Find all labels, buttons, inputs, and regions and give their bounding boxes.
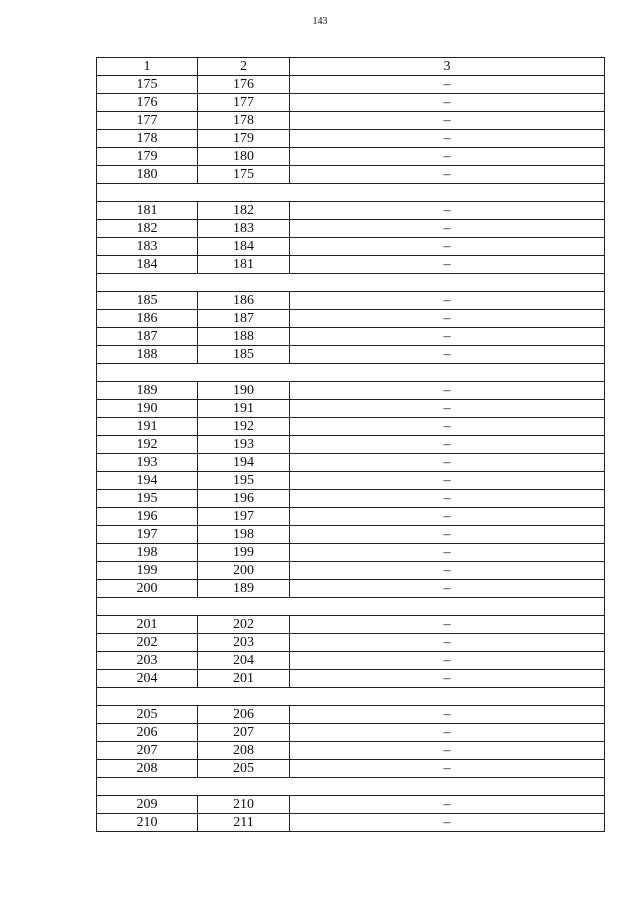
table-cell-col-3: – bbox=[290, 310, 605, 328]
table-row bbox=[97, 634, 605, 652]
table-cell-col-2: 200 bbox=[198, 562, 290, 580]
spacer-cell bbox=[97, 778, 605, 796]
table-row bbox=[97, 202, 605, 220]
table-cell-col-2: 211 bbox=[198, 814, 290, 832]
table-cell-col-2: 178 bbox=[198, 112, 290, 130]
table-cell-col-3: – bbox=[290, 526, 605, 544]
table-cell-col-2: 184 bbox=[198, 238, 290, 256]
table-cell-col-3: – bbox=[290, 292, 605, 310]
table-row bbox=[97, 724, 605, 742]
table-cell-col-3: – bbox=[290, 706, 605, 724]
data-table bbox=[96, 57, 605, 832]
table-cell-col-1: 191 bbox=[97, 418, 198, 436]
table-cell-col-1: 210 bbox=[97, 814, 198, 832]
table-cell-col-3: – bbox=[290, 490, 605, 508]
table-cell-col-3: – bbox=[290, 328, 605, 346]
table-row bbox=[97, 670, 605, 688]
table-header-row bbox=[97, 58, 605, 76]
table-cell-col-3: – bbox=[290, 634, 605, 652]
column-header-2: 2 bbox=[198, 58, 290, 76]
table-cell-col-1: 188 bbox=[97, 346, 198, 364]
table-cell-col-3: – bbox=[290, 238, 605, 256]
table-cell-col-2: 177 bbox=[198, 94, 290, 112]
table-row bbox=[97, 436, 605, 454]
table-cell-col-2: 201 bbox=[198, 670, 290, 688]
table-cell-col-2: 196 bbox=[198, 490, 290, 508]
table-cell-col-3: – bbox=[290, 580, 605, 598]
table-spacer-row bbox=[97, 598, 605, 616]
table-cell-col-1: 204 bbox=[97, 670, 198, 688]
table-spacer-row bbox=[97, 184, 605, 202]
table-body bbox=[97, 76, 605, 832]
table-row bbox=[97, 526, 605, 544]
table-cell-col-1: 199 bbox=[97, 562, 198, 580]
table-cell-col-1: 175 bbox=[97, 76, 198, 94]
table-cell-col-1: 183 bbox=[97, 238, 198, 256]
table-cell-col-2: 185 bbox=[198, 346, 290, 364]
page-number: 143 bbox=[312, 16, 328, 27]
table-cell-col-2: 207 bbox=[198, 724, 290, 742]
table-cell-col-2: 182 bbox=[198, 202, 290, 220]
table-row bbox=[97, 220, 605, 238]
table-cell-col-1: 201 bbox=[97, 616, 198, 634]
table-cell-col-3: – bbox=[290, 76, 605, 94]
table-spacer-row bbox=[97, 688, 605, 706]
table-cell-col-3: – bbox=[290, 508, 605, 526]
table-row bbox=[97, 454, 605, 472]
table-row bbox=[97, 616, 605, 634]
table-cell-col-3: – bbox=[290, 652, 605, 670]
table-cell-col-2: 179 bbox=[198, 130, 290, 148]
table-cell-col-2: 181 bbox=[198, 256, 290, 274]
table-cell-col-2: 191 bbox=[198, 400, 290, 418]
table-cell-col-2: 187 bbox=[198, 310, 290, 328]
table-cell-col-1: 196 bbox=[97, 508, 198, 526]
table-row bbox=[97, 760, 605, 778]
table-cell-col-3: – bbox=[290, 616, 605, 634]
table-row bbox=[97, 166, 605, 184]
table-cell-col-1: 203 bbox=[97, 652, 198, 670]
table-cell-col-2: 198 bbox=[198, 526, 290, 544]
table-cell-col-3: – bbox=[290, 382, 605, 400]
table-cell-col-2: 204 bbox=[198, 652, 290, 670]
table-cell-col-2: 199 bbox=[198, 544, 290, 562]
table-cell-col-3: – bbox=[290, 220, 605, 238]
table-cell-col-3: – bbox=[290, 562, 605, 580]
table-row bbox=[97, 706, 605, 724]
table-cell-col-3: – bbox=[290, 148, 605, 166]
spacer-cell bbox=[97, 274, 605, 292]
table-cell-col-3: – bbox=[290, 724, 605, 742]
table-cell-col-2: 197 bbox=[198, 508, 290, 526]
table-cell-col-3: – bbox=[290, 760, 605, 778]
table-cell-col-3: – bbox=[290, 112, 605, 130]
table-cell-col-2: 205 bbox=[198, 760, 290, 778]
table-cell-col-1: 198 bbox=[97, 544, 198, 562]
table-cell-col-2: 202 bbox=[198, 616, 290, 634]
table-cell-col-3: – bbox=[290, 256, 605, 274]
table-cell-col-3: – bbox=[290, 130, 605, 148]
table-cell-col-2: 208 bbox=[198, 742, 290, 760]
column-header-1: 1 bbox=[97, 58, 198, 76]
table-cell-col-1: 184 bbox=[97, 256, 198, 274]
table-cell-col-1: 186 bbox=[97, 310, 198, 328]
table-cell-col-2: 192 bbox=[198, 418, 290, 436]
table-cell-col-3: – bbox=[290, 454, 605, 472]
table-row bbox=[97, 400, 605, 418]
table-cell-col-2: 176 bbox=[198, 76, 290, 94]
table-cell-col-1: 202 bbox=[97, 634, 198, 652]
table-cell-col-2: 190 bbox=[198, 382, 290, 400]
spacer-cell bbox=[97, 688, 605, 706]
table-cell-col-3: – bbox=[290, 346, 605, 364]
table-row bbox=[97, 490, 605, 508]
table-cell-col-1: 207 bbox=[97, 742, 198, 760]
table-cell-col-1: 187 bbox=[97, 328, 198, 346]
table-row bbox=[97, 346, 605, 364]
table-row bbox=[97, 238, 605, 256]
table-row bbox=[97, 544, 605, 562]
table-cell-col-3: – bbox=[290, 94, 605, 112]
table-cell-col-2: 186 bbox=[198, 292, 290, 310]
table-cell-col-3: – bbox=[290, 418, 605, 436]
table-cell-col-2: 175 bbox=[198, 166, 290, 184]
table-row bbox=[97, 742, 605, 760]
table-cell-col-2: 206 bbox=[198, 706, 290, 724]
table-spacer-row bbox=[97, 274, 605, 292]
table-row bbox=[97, 418, 605, 436]
table-row bbox=[97, 148, 605, 166]
table-cell-col-1: 190 bbox=[97, 400, 198, 418]
table-spacer-row bbox=[97, 778, 605, 796]
table-row bbox=[97, 94, 605, 112]
table-cell-col-3: – bbox=[290, 544, 605, 562]
table-cell-col-3: – bbox=[290, 202, 605, 220]
table-cell-col-2: 203 bbox=[198, 634, 290, 652]
table-cell-col-3: – bbox=[290, 742, 605, 760]
spacer-cell bbox=[97, 598, 605, 616]
table-row bbox=[97, 652, 605, 670]
table-row bbox=[97, 508, 605, 526]
table-row bbox=[97, 112, 605, 130]
table-cell-col-1: 206 bbox=[97, 724, 198, 742]
table-cell-col-3: – bbox=[290, 796, 605, 814]
table-cell-col-2: 180 bbox=[198, 148, 290, 166]
table-cell-col-1: 177 bbox=[97, 112, 198, 130]
table-cell-col-1: 205 bbox=[97, 706, 198, 724]
table-cell-col-3: – bbox=[290, 436, 605, 454]
table-cell-col-1: 178 bbox=[97, 130, 198, 148]
table-row bbox=[97, 292, 605, 310]
table-cell-col-1: 195 bbox=[97, 490, 198, 508]
table-row bbox=[97, 562, 605, 580]
table-cell-col-1: 181 bbox=[97, 202, 198, 220]
table-row bbox=[97, 76, 605, 94]
table-cell-col-2: 183 bbox=[198, 220, 290, 238]
table-row bbox=[97, 796, 605, 814]
table-cell-col-2: 189 bbox=[198, 580, 290, 598]
table-row bbox=[97, 814, 605, 832]
table-cell-col-2: 188 bbox=[198, 328, 290, 346]
spacer-cell bbox=[97, 364, 605, 382]
table-cell-col-2: 210 bbox=[198, 796, 290, 814]
table-cell-col-2: 195 bbox=[198, 472, 290, 490]
table-cell-col-1: 200 bbox=[97, 580, 198, 598]
table-cell-col-2: 193 bbox=[198, 436, 290, 454]
table-row bbox=[97, 472, 605, 490]
table-cell-col-3: – bbox=[290, 814, 605, 832]
table-cell-col-2: 194 bbox=[198, 454, 290, 472]
table-row bbox=[97, 256, 605, 274]
table-cell-col-3: – bbox=[290, 670, 605, 688]
table-cell-col-3: – bbox=[290, 400, 605, 418]
table-row bbox=[97, 328, 605, 346]
table-cell-col-1: 180 bbox=[97, 166, 198, 184]
table-cell-col-1: 193 bbox=[97, 454, 198, 472]
table-cell-col-1: 209 bbox=[97, 796, 198, 814]
table-cell-col-1: 182 bbox=[97, 220, 198, 238]
table-row bbox=[97, 130, 605, 148]
table-cell-col-1: 176 bbox=[97, 94, 198, 112]
table-cell-col-3: – bbox=[290, 472, 605, 490]
spacer-cell bbox=[97, 184, 605, 202]
table-cell-col-1: 189 bbox=[97, 382, 198, 400]
column-header-3: 3 bbox=[290, 58, 605, 76]
table-cell-col-1: 197 bbox=[97, 526, 198, 544]
table-cell-col-3: – bbox=[290, 166, 605, 184]
table-row bbox=[97, 580, 605, 598]
table-cell-col-1: 179 bbox=[97, 148, 198, 166]
table-cell-col-1: 194 bbox=[97, 472, 198, 490]
table-row bbox=[97, 310, 605, 328]
table-cell-col-1: 208 bbox=[97, 760, 198, 778]
table-cell-col-1: 185 bbox=[97, 292, 198, 310]
table-spacer-row bbox=[97, 364, 605, 382]
table-cell-col-1: 192 bbox=[97, 436, 198, 454]
table-row bbox=[97, 382, 605, 400]
